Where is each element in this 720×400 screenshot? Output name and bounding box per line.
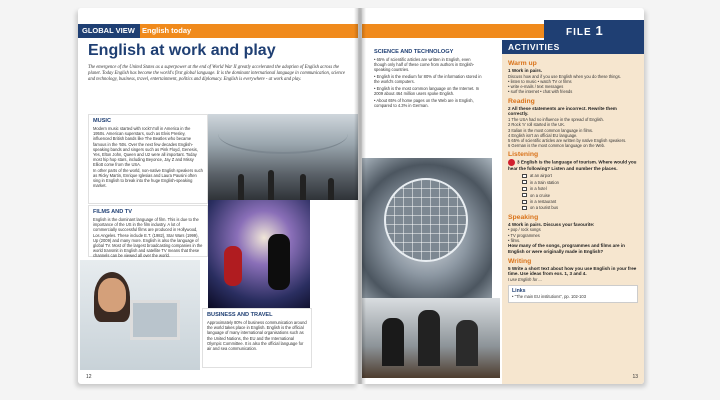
intro-paragraph: The emergence of the United States as a superpower at the end of World War II greatly accelerated the adoption of English across the planet. Today English has become the world's first global language. It is the dominant international language in communication, science and technology, business, travel, entertainment, politics and diplomacy. English is everywhere - at work and play. [88, 65, 345, 82]
links-heading: Links [512, 288, 526, 295]
listening-option[interactable]: at an airport [522, 173, 638, 178]
music-text-2: In other parts of the world, non-native English speakers such as Ricky Martin, Enrique Iglesias and Laura Pausini often sing in English to break into the huge English-speaking market. [93, 167, 203, 189]
audio-cd-icon [508, 159, 515, 166]
warmup-sub: Discuss how and if you use English when you do these things. [508, 73, 621, 79]
science-box [370, 46, 486, 156]
activities-title: ACTIVITIES [502, 40, 644, 54]
business-meeting-photo [362, 298, 500, 378]
checkbox[interactable] [522, 174, 527, 178]
meeting-person [456, 320, 478, 366]
films-box [88, 205, 208, 257]
english-today-label: English today [142, 26, 192, 35]
file-label: FILE [566, 27, 592, 38]
concert-photo [208, 200, 310, 308]
airport-photo [208, 114, 358, 200]
meeting-person [382, 318, 404, 366]
computer-user-photo [80, 260, 200, 370]
warmup-instruction: 1 Work in pairs. [508, 68, 543, 73]
person-face [98, 278, 126, 312]
file-tab [544, 20, 644, 42]
science-item: • English is the most common language on the Internet. In 2009 about 464 million users spoke English. [374, 86, 479, 97]
reading-instruction: 2 All these statements are incorrect. Rewrite them correctly. [508, 105, 617, 117]
checkbox[interactable] [522, 206, 527, 210]
listening-heading: Listening [508, 151, 539, 159]
page-number-right: 13 [632, 374, 638, 380]
reading-item: 5 65% of scientific articles are written by native English speakers. [508, 138, 627, 144]
warmup-item: • write e-mails / text messages [508, 84, 564, 90]
listening-option[interactable]: on a cruise [522, 193, 638, 198]
header-band-left [78, 24, 358, 38]
page-number-left: 12 [86, 374, 92, 380]
writing-instruction: 5 Write a short text about how you use English in your free time. Use ideas from exs. 1, 3 and 4. [508, 265, 637, 277]
science-heading: SCIENCE AND TECHNOLOGY [374, 49, 454, 55]
science-item: • English is the medium for 80% of the information stored in the world's computers. [374, 74, 482, 85]
global-view-label: GLOBAL VIEW [78, 24, 140, 38]
globe-sphere [384, 178, 468, 262]
checkbox[interactable] [522, 187, 527, 191]
reading-item: 3 Italian is the most common language in films. [508, 127, 594, 133]
book-gutter [354, 8, 366, 384]
listening-option[interactable]: in a hotel [522, 186, 638, 191]
meeting-person [418, 310, 440, 366]
file-number: 1 [595, 23, 604, 38]
reading-item: 4 English isn't an official EU language. [508, 132, 578, 138]
music-box [88, 114, 208, 204]
films-text: English is the dominant language of film. This is due to the importance of the US in the film industry. A lot of commercially successful films are produced in Hollywood, Los Angeles. These include E.T. (1982), Star Wars (1999), Up (2009) and many more. English is also the language of global TV. Most of the largest broadcasting companies in the world transmit in English and satellite TV means that these channels can be viewed all over the world. [93, 217, 203, 259]
music-heading: MUSIC [93, 118, 112, 124]
right-page [362, 8, 644, 384]
traveller [238, 174, 244, 200]
reading-item: 6 German is the most common language on the Web. [508, 143, 606, 149]
business-box [202, 308, 312, 368]
checkbox[interactable] [522, 200, 527, 204]
speaking-item: • TV programmes [508, 232, 540, 238]
globe-sculpture-photo [362, 158, 492, 298]
listening-option[interactable]: in a train station [522, 180, 638, 185]
singer-red [224, 246, 242, 286]
listening-option[interactable]: in a restaurant [522, 199, 638, 204]
music-text: Modern music started with rock'n'roll in America in the 1950s. American superstars, such as Elvis Presley, influenced British bands like The Beatles who became famous in the '60s. Over the next few decades English-speaking bands and singers such as Pink Floyd, Genesis, Yes, Elton John, Queen and U2 were all important. Today most hip hop stars, including Beyonce, Jay Z and Missy Elliott come from the USA. [93, 126, 198, 168]
airport-roof [218, 114, 348, 154]
business-text: Approximately 80% of business communication around the world takes place in English. English is the official language of many international organisations such as the United Nations, the EU and the International Olympic Committee. It is also the official language for air and sea communication. [207, 320, 307, 352]
singer-black [268, 234, 290, 290]
listening-checklist [522, 173, 638, 210]
traveller [268, 170, 274, 200]
warmup-heading: Warm up [508, 60, 537, 67]
business-heading: BUSINESS AND TRAVEL [207, 312, 273, 318]
links-text: • "The main EU institutions", pp. 102-103 [512, 294, 586, 300]
traveller [300, 174, 306, 200]
writing-example: I use English for ... [508, 277, 542, 283]
speaking-question: How many of the songs, programmes and films are in English or were originally made in English? [508, 242, 625, 254]
science-item: • 65% of scientific articles are written in English, even though only half of these come from authors in English-speaking countries. [374, 57, 475, 73]
speaking-item: • films. [508, 237, 521, 243]
listening-instruction: 3 English is the language of tourism. Where would you hear the following? Listen and number the places. [508, 160, 637, 172]
checkbox[interactable] [522, 180, 527, 184]
reading-item: 1 The USA had no influence in the spread of English. [508, 117, 604, 123]
listening-option[interactable]: on a tourist bus [522, 205, 638, 210]
warmup-item: • listen to music • watch TV or films [508, 79, 572, 84]
open-textbook [78, 8, 644, 392]
links-box [508, 285, 638, 302]
speaking-heading: Speaking [508, 213, 539, 221]
reading-item: 2 Rock 'n' roll started in the UK. [508, 122, 566, 128]
page-title: English at work and play [88, 42, 276, 59]
traveller [328, 178, 334, 200]
writing-heading: Writing [508, 257, 532, 265]
speaking-item: • pop / rock songs [508, 227, 541, 233]
checkbox[interactable] [522, 193, 527, 197]
speaking-instruction: 4 Work in pairs. Discuss your favourite: [508, 221, 595, 227]
reading-heading: Reading [508, 97, 535, 105]
left-page [78, 8, 358, 384]
warmup-item: • surf the internet • chat with friends [508, 89, 573, 95]
activities-panel [502, 40, 644, 384]
films-heading: FILMS AND TV [93, 209, 132, 215]
science-item: • About 65% of home pages on the Web are in English, compared to 4.3% in German. [374, 97, 474, 109]
computer-monitor [130, 300, 180, 340]
